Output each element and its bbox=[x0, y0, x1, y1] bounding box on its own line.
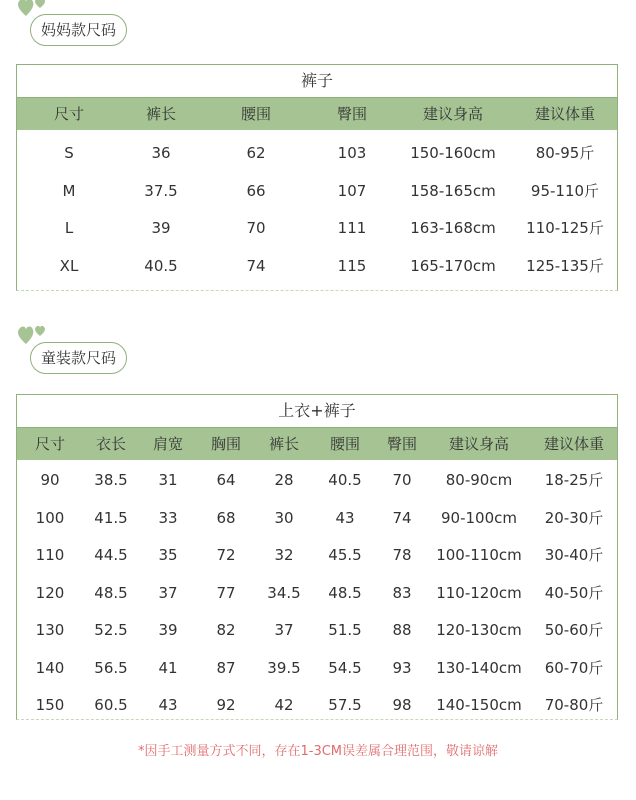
table-cell: 125-135斤 bbox=[526, 256, 604, 275]
table-cell: 93 bbox=[392, 658, 412, 677]
table-row bbox=[17, 650, 617, 688]
table-row bbox=[17, 575, 617, 613]
table-cell: 38.5 bbox=[94, 471, 128, 489]
table-cell: 20-30斤 bbox=[544, 508, 604, 527]
kids-header-row bbox=[17, 428, 617, 460]
table-cell: 70 bbox=[246, 219, 266, 237]
table-cell: 68 bbox=[216, 508, 236, 527]
table-row bbox=[17, 210, 617, 248]
table-row bbox=[17, 248, 617, 286]
table-cell: 35 bbox=[158, 546, 178, 564]
table-cell: 54.5 bbox=[328, 658, 362, 677]
table-cell: 52.5 bbox=[94, 621, 128, 639]
header-cell: 建议身高 bbox=[448, 435, 509, 453]
kids-table-body bbox=[17, 460, 617, 725]
table-cell: 57.5 bbox=[328, 696, 362, 714]
table-cell: XL bbox=[59, 256, 79, 275]
table-cell: 51.5 bbox=[328, 621, 362, 639]
table-cell: 77 bbox=[216, 583, 236, 602]
header-cell: 腰围 bbox=[240, 105, 271, 123]
table-cell: L bbox=[64, 219, 74, 237]
header-cell: 尺寸 bbox=[53, 105, 84, 123]
table-cell: 18-25斤 bbox=[544, 471, 604, 489]
table-cell: 103 bbox=[337, 144, 367, 162]
table-cell: 37.5 bbox=[144, 181, 178, 200]
header-cell: 臀围 bbox=[336, 105, 367, 123]
table-row bbox=[17, 500, 617, 538]
table-cell: 92 bbox=[216, 696, 236, 714]
mom-tag-label: 妈妈款尺码 bbox=[30, 14, 127, 46]
table-row bbox=[17, 687, 617, 725]
table-row bbox=[17, 173, 617, 211]
table-cell: 43 bbox=[335, 508, 355, 527]
table-row bbox=[17, 612, 617, 650]
header-cell: 臀围 bbox=[386, 435, 417, 453]
table-row bbox=[17, 135, 617, 173]
header-cell: 胸围 bbox=[210, 435, 241, 453]
table-cell: 42 bbox=[274, 696, 294, 714]
header-cell: 裤长 bbox=[145, 105, 176, 123]
table-cell: 62 bbox=[246, 144, 266, 162]
table-row bbox=[17, 462, 617, 500]
table-cell: 32 bbox=[274, 546, 294, 564]
table-row bbox=[17, 537, 617, 575]
table-cell: 74 bbox=[246, 256, 266, 275]
table-cell: 87 bbox=[216, 658, 236, 677]
table-cell: 130-140cm bbox=[436, 658, 522, 677]
table-cell: 83 bbox=[392, 583, 412, 602]
kids-size-table bbox=[16, 394, 618, 720]
table-cell: 50-60斤 bbox=[544, 621, 604, 639]
table-cell: 100-110cm bbox=[436, 546, 522, 564]
header-cell: 建议身高 bbox=[422, 105, 483, 123]
table-cell: 40-50斤 bbox=[544, 583, 604, 602]
table-cell: 66 bbox=[246, 181, 266, 200]
table-cell: 72 bbox=[216, 546, 236, 564]
table-cell: 30 bbox=[274, 508, 294, 527]
table-cell: 98 bbox=[392, 696, 412, 714]
table-cell: 95-110斤 bbox=[530, 181, 600, 200]
table-cell: 39 bbox=[151, 219, 171, 237]
table-cell: 107 bbox=[337, 181, 367, 200]
table-cell: 150-160cm bbox=[410, 144, 496, 162]
table-cell: 140 bbox=[35, 658, 65, 677]
table-cell: 130 bbox=[35, 621, 65, 639]
table-cell: 48.5 bbox=[328, 583, 362, 602]
mom-table-body bbox=[17, 130, 617, 285]
table-cell: M bbox=[62, 181, 76, 200]
table-cell: 41 bbox=[158, 658, 178, 677]
table-cell: 28 bbox=[274, 471, 294, 489]
table-cell: 40.5 bbox=[144, 256, 178, 275]
table-cell: 158-165cm bbox=[410, 181, 496, 200]
table-cell: 33 bbox=[158, 508, 178, 527]
table-cell: 44.5 bbox=[94, 546, 128, 564]
header-cell: 建议体重 bbox=[543, 435, 604, 453]
mom-header-row bbox=[17, 98, 617, 130]
header-cell: 建议体重 bbox=[534, 105, 595, 123]
table-cell: 30-40斤 bbox=[544, 546, 604, 564]
table-cell: 110-125斤 bbox=[526, 219, 604, 237]
header-cell: 尺寸 bbox=[34, 435, 65, 453]
header-cell: 腰围 bbox=[329, 435, 360, 453]
table-cell: 78 bbox=[392, 546, 412, 564]
table-cell: 120-130cm bbox=[436, 621, 522, 639]
table-cell: 40.5 bbox=[328, 471, 362, 489]
table-cell: 111 bbox=[337, 219, 367, 237]
table-cell: 150 bbox=[35, 696, 65, 714]
table-cell: 165-170cm bbox=[410, 256, 496, 275]
table-cell: 110 bbox=[35, 546, 65, 564]
table-cell: 115 bbox=[337, 256, 367, 275]
table-cell: 110-120cm bbox=[436, 583, 522, 602]
table-cell: 60-70斤 bbox=[544, 658, 604, 677]
table-cell: S bbox=[64, 144, 74, 162]
table-cell: 64 bbox=[216, 471, 236, 489]
table-cell: 70-80斤 bbox=[544, 696, 604, 714]
kids-tag-label: 童装款尺码 bbox=[30, 342, 127, 374]
table-cell: 163-168cm bbox=[410, 219, 496, 237]
table-cell: 43 bbox=[158, 696, 178, 714]
mom-size-table bbox=[16, 64, 618, 291]
table-cell: 34.5 bbox=[267, 583, 301, 602]
table-cell: 140-150cm bbox=[436, 696, 522, 714]
header-cell: 衣长 bbox=[95, 435, 126, 453]
table-cell: 31 bbox=[158, 471, 178, 489]
table-cell: 74 bbox=[392, 508, 412, 527]
measurement-note: *因手工测量方式不同，存在1-3CM误差属合理范围，敬请谅解 bbox=[137, 744, 499, 759]
header-cell: 肩宽 bbox=[152, 435, 183, 453]
table-cell: 41.5 bbox=[94, 508, 128, 527]
table-cell: 80-90cm bbox=[445, 471, 513, 489]
table-cell: 56.5 bbox=[94, 658, 128, 677]
table-cell: 90 bbox=[40, 471, 60, 489]
table-cell: 37 bbox=[274, 621, 294, 639]
table-cell: 80-95斤 bbox=[535, 144, 595, 162]
table-cell: 82 bbox=[216, 621, 236, 639]
table-cell: 60.5 bbox=[94, 696, 128, 714]
table-cell: 90-100cm bbox=[441, 508, 517, 527]
kids-table-title: 上衣+裤子 bbox=[17, 395, 617, 428]
table-cell: 37 bbox=[158, 583, 178, 602]
table-cell: 120 bbox=[35, 583, 65, 602]
table-cell: 45.5 bbox=[328, 546, 362, 564]
table-cell: 36 bbox=[151, 144, 171, 162]
table-cell: 39.5 bbox=[267, 658, 301, 677]
table-cell: 39 bbox=[158, 621, 178, 639]
table-cell: 48.5 bbox=[94, 583, 128, 602]
header-cell: 裤长 bbox=[268, 435, 299, 453]
table-cell: 70 bbox=[392, 471, 412, 489]
mom-table-title: 裤子 bbox=[17, 65, 617, 98]
table-cell: 88 bbox=[392, 621, 412, 639]
table-cell: 100 bbox=[35, 508, 65, 527]
